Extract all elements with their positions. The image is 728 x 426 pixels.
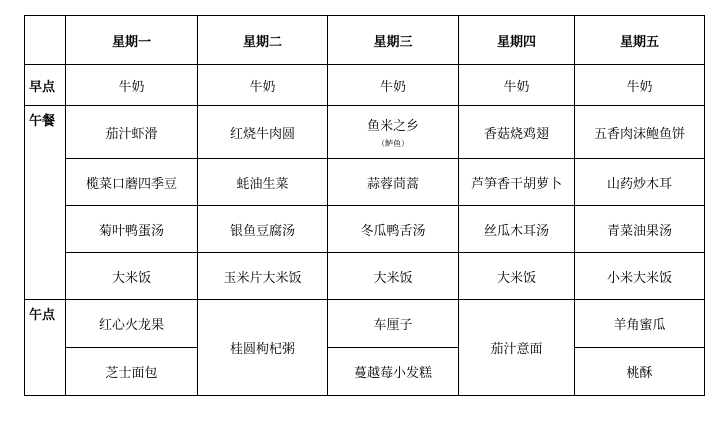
lunch-thu-2: 芦笋香干胡萝卜 — [459, 159, 575, 206]
lunch-wed-2: 蒜蓉茼蒿 — [328, 159, 459, 206]
snack-mon-1: 红心火龙果 — [66, 300, 198, 348]
snack-row-1 — [25, 300, 705, 348]
breakfast-mon: 牛奶 — [66, 65, 198, 106]
lunch-mon-2: 榄菜口蘑四季豆 — [66, 159, 198, 206]
lunch-fri-1: 五香肉沫鲍鱼饼 — [575, 106, 705, 159]
lunch-thu-1: 香菇烧鸡翅 — [459, 106, 575, 159]
day-header-thu: 星期四 — [459, 16, 575, 65]
snack-tue: 桂圆枸杞粥 — [198, 300, 328, 396]
corner-cell — [25, 16, 66, 65]
lunch-wed-3: 冬瓜鸭舌汤 — [328, 206, 459, 253]
section-label-breakfast: 早点 — [25, 65, 66, 106]
lunch-wed-1-note: （鲈鱼） — [377, 139, 409, 148]
lunch-fri-2: 山药炒木耳 — [575, 159, 705, 206]
snack-fri-1: 羊角蜜瓜 — [575, 300, 705, 348]
breakfast-tue: 牛奶 — [198, 65, 328, 106]
snack-thu: 茄汁意面 — [459, 300, 575, 396]
lunch-wed-1 — [328, 106, 459, 159]
day-header-wed: 星期三 — [328, 16, 459, 65]
snack-wed-1: 车厘子 — [328, 300, 459, 348]
lunch-tue-2: 蚝油生菜 — [198, 159, 328, 206]
lunch-mon-3: 菊叶鸭蛋汤 — [66, 206, 198, 253]
lunch-thu-4: 大米饭 — [459, 253, 575, 300]
breakfast-fri: 牛奶 — [575, 65, 705, 106]
day-header-fri: 星期五 — [575, 16, 705, 65]
lunch-row-2 — [25, 159, 705, 206]
lunch-mon-4: 大米饭 — [66, 253, 198, 300]
snack-fri-2: 桃酥 — [575, 348, 705, 396]
snack-mon-2: 芝士面包 — [66, 348, 198, 396]
snack-wed-2: 蔓越莓小发糕 — [328, 348, 459, 396]
breakfast-thu: 牛奶 — [459, 65, 575, 106]
lunch-fri-4: 小米大米饭 — [575, 253, 705, 300]
weekly-menu-table — [24, 15, 705, 396]
day-header-mon: 星期一 — [66, 16, 198, 65]
section-label-snack: 午点 — [25, 300, 66, 396]
breakfast-wed: 牛奶 — [328, 65, 459, 106]
lunch-row-4 — [25, 253, 705, 300]
lunch-mon-1: 茄汁虾滑 — [66, 106, 198, 159]
lunch-row-3 — [25, 206, 705, 253]
day-header-tue: 星期二 — [198, 16, 328, 65]
snack-row-2 — [25, 348, 705, 396]
lunch-thu-3: 丝瓜木耳汤 — [459, 206, 575, 253]
breakfast-row — [25, 65, 705, 106]
lunch-wed-1-dish: 鱼米之乡 — [366, 119, 419, 134]
lunch-row-1 — [25, 106, 705, 159]
lunch-tue-3: 银鱼豆腐汤 — [198, 206, 328, 253]
lunch-wed-4: 大米饭 — [328, 253, 459, 300]
lunch-tue-1: 红烧牛肉圆 — [198, 106, 328, 159]
header-row — [25, 16, 705, 65]
section-label-lunch: 午餐 — [25, 106, 66, 300]
lunch-tue-4: 玉米片大米饭 — [198, 253, 328, 300]
lunch-fri-3: 青菜油果汤 — [575, 206, 705, 253]
